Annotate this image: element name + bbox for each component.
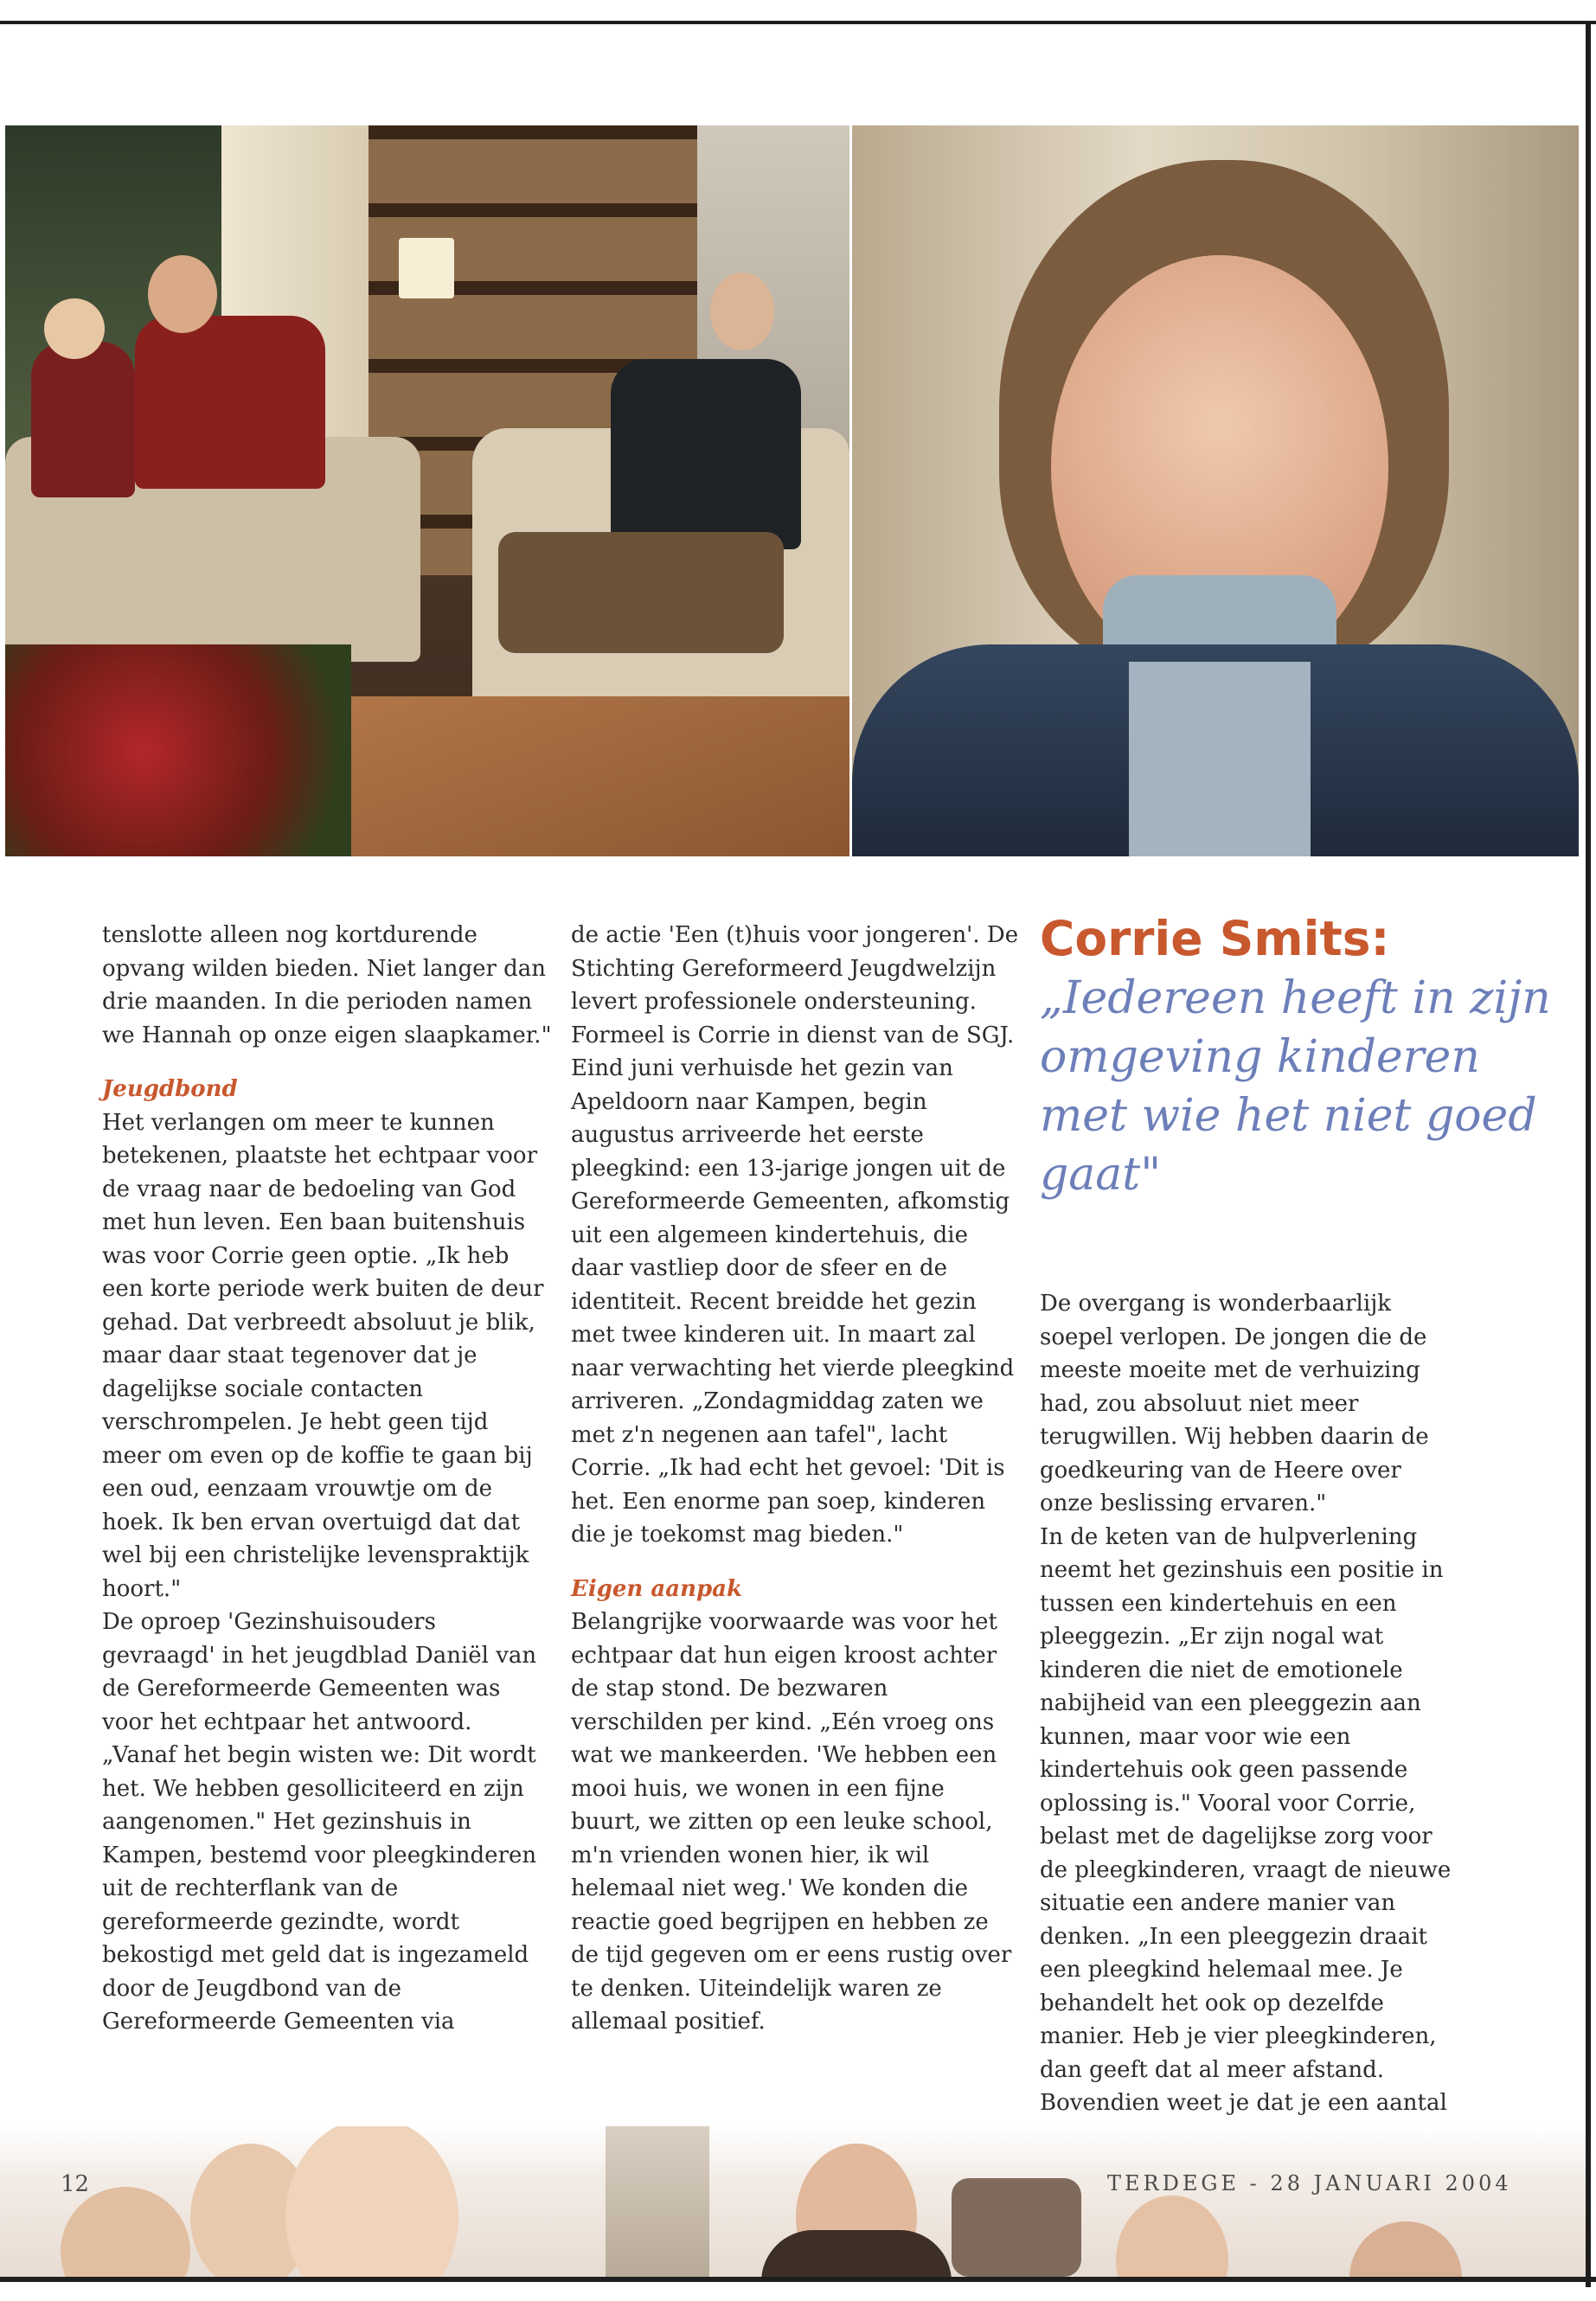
footer-children-photo-strip <box>0 2126 1586 2277</box>
paragraph: Belangrijke voorwaarde was voor het echtpaar dat hun eigen kroost achter de stap stond. De bezwaren verschilden per kind. „Eén vroeg ons wat we mankeerden. 'We hebben een mooi huis, we wonen in een fijne buurt, we zitten op een leuke school, m'n vrienden wonen hier, ik wil helemaal niet weg.' We konden die reactie goed begrijpen en hebben ze de tijd gegeven om er eens rustig over te denken. Uiteindelijk waren ze allemaal positief. <box>571 1609 1012 2035</box>
right-edge-rule <box>1586 21 1591 2287</box>
subheading-eigen-aanpak: Eigen aanpak <box>571 1575 743 1602</box>
paragraph: Het verlangen om meer te kunnen betekenen, plaatste het echtpaar voor de vraag naar de bedoeling van God met hun leven. Een baan buitenshuis was voor Corrie geen optie. „Ik heb een korte periode werk buiten de deur gehad. Dat verbreedt absoluut je blik, maar daar staat tegenover dat je dagelijkse sociale contacten verschrompelen. Je hebt geen tijd meer om even op de koffie te gaan bij een oud, eenzaam vrouwtje om de hoek. Ik ben ervan overtuigd dat dat wel bij een christelijke levenspraktijk hoort." <box>102 1109 544 1602</box>
paragraph: tenslotte alleen nog kortdurende opvang wilden bieden. Niet langer dan drie maanden. In die perioden namen we Hannah op onze eigen slaapkamer." <box>102 922 552 1048</box>
paragraph: De overgang is wonderbaarlijk soepel verlopen. De jongen die de meeste moeite met de verhuizing had, zou absoluut niet meer terugwillen. Wij hebben daarin de goedkeuring van de Heere over onze beslissing ervaren." <box>1040 1291 1429 1516</box>
paragraph: de actie 'Een (t)huis voor jongeren'. De Stichting Gereformeerd Jeugdwelzijn levert professionele ondersteuning. Formeel is Corrie in dienst van de SGJ. <box>571 922 1019 1048</box>
article-column-3 <box>1040 1287 1455 2153</box>
article-column-2 <box>571 919 1021 2039</box>
pull-quote-name: Corrie Smits: <box>1040 911 1390 966</box>
bottom-rule <box>0 2277 1596 2282</box>
pull-quote-text: „Iedereen heeft in zijn omgeving kinderen met wie het niet goed gaat" <box>1040 972 1551 1201</box>
paragraph: Eind juni verhuisde het gezin van Apeldoorn naar Kampen, begin augustus arriveerde het eerste pleegkind: een 13-jarige jongen uit de Gereformeerde Gemeenten, afkomstig uit een algemeen kindertehuis, die daar vastliep door de sfeer en de identiteit. Recent breidde het gezin met twee kinderen uit. In maart zal naar verwachting het vierde pleegkind arriveren. „Zondagmiddag zaten we met z'n negenen aan tafel", lacht Corrie. „Ik had echt het gevoel: 'Dit is het. Een enorme pan soep, kinderen die je toekomst mag bieden." <box>571 1055 1015 1548</box>
article-column-1 <box>102 919 552 2039</box>
family-living-room-photo <box>5 125 849 856</box>
paragraph: In de keten van de hulpverlening neemt het gezinshuis een positie in tussen een kindertehuis en een pleeggezin. „Er zijn nogal wat kinderen die niet de emotionele nabijheid van een pleeggezin aan kunnen, maar voor wie een kindertehuis ook geen passende oplossing is." Vooral voor Corrie, belast met de dagelijkse zorg voor de pleegkinderen, vraagt de nieuwe situatie een andere manier van denken. „In een pleeggezin draait een pleegkind helemaal mee. Je behandelt het ook op dezelfde manier. Heb je vier pleegkinderen, dan geeft dat al meer afstand. Bovendien weet je dat je een aantal <box>1040 1523 1452 2116</box>
page-number: 12 <box>61 2171 90 2197</box>
subheading-jeugdbond: Jeugdbond <box>102 1076 238 1102</box>
corrie-smits-portrait <box>852 125 1579 856</box>
publication-footer: TERDEGE - 28 JANUARI 2004 <box>1107 2171 1512 2195</box>
top-rule <box>0 21 1596 24</box>
paragraph: De oproep 'Gezinshuisouders gevraagd' in het jeugdblad Daniël van de Gereformeerde Gemeenten was voor het echtpaar het antwoord. „Vanaf het begin wisten we: Dit wordt het. We hebben gesolliciteerd en zijn aangenomen." Het gezinshuis in Kampen, bestemd voor pleegkinderen uit de rechterflank van de gereformeerde gezindte, wordt bekostigd met geld dat is ingezameld door de Jeugdbond van de Gereformeerde Gemeenten via <box>102 1609 537 2035</box>
